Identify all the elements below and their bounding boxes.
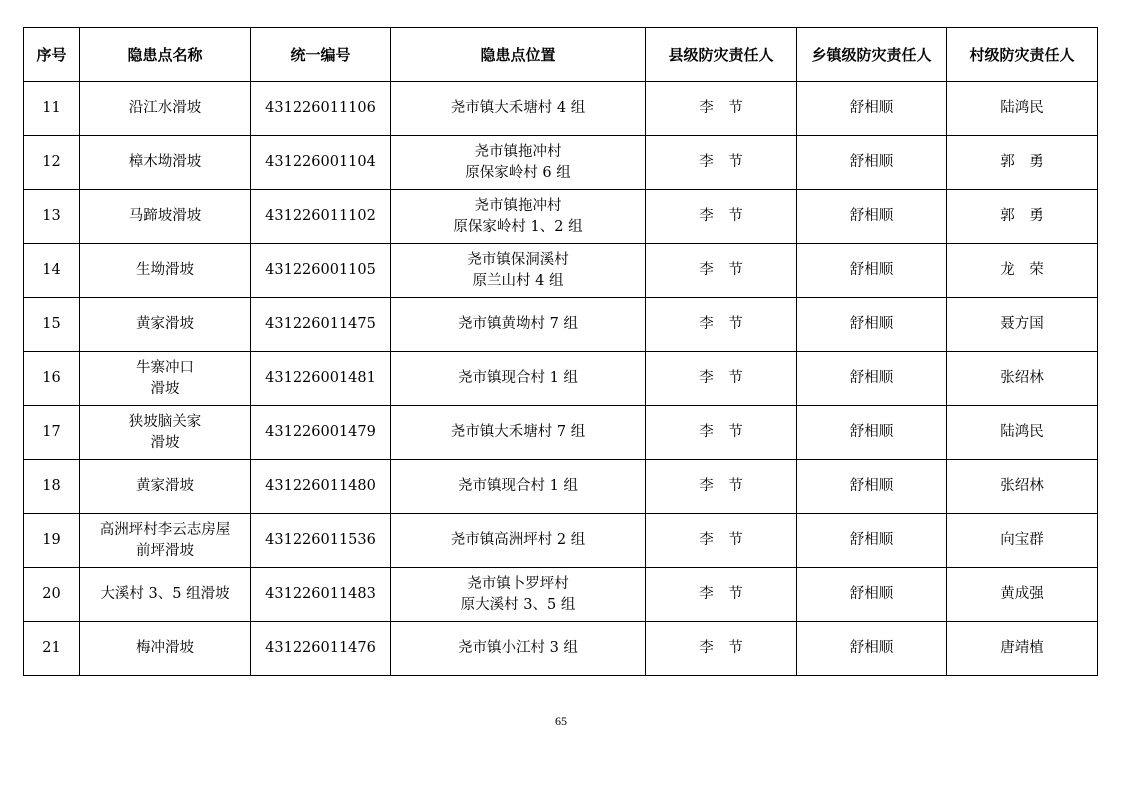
hazard-location-cell-line: 尧市镇卜罗坪村 xyxy=(467,575,569,592)
table-row xyxy=(24,244,1098,298)
table-header-row xyxy=(24,28,1098,82)
unified-code-cell: 431226001481 xyxy=(251,352,391,406)
hazard-location-cell xyxy=(391,568,646,622)
hazard-location-cell-line: 原兰山村 4 组 xyxy=(472,272,564,289)
hazard-name-cell-line: 滑坡 xyxy=(150,434,180,451)
hazard-location-cell-line: 原保家岭村 1、2 组 xyxy=(453,218,583,235)
hazard-location-cell-line: 尧市镇大禾塘村 7 组 xyxy=(450,424,586,440)
table-body xyxy=(24,82,1098,676)
town-responsible-cell: 舒相顺 xyxy=(797,190,947,244)
header-unified-code: 统一编号 xyxy=(251,28,391,82)
hazard-point-table xyxy=(23,27,1098,676)
serial-number-cell: 21 xyxy=(24,622,80,676)
hazard-name-cell-line: 樟木坳滑坡 xyxy=(128,154,202,170)
serial-number-cell: 13 xyxy=(24,190,80,244)
hazard-location-cell-line: 尧市镇拖冲村 xyxy=(474,143,562,160)
table-row xyxy=(24,514,1098,568)
county-responsible-cell: 李 节 xyxy=(646,460,797,514)
hazard-name-cell xyxy=(80,352,251,406)
hazard-name-cell-line: 梅冲滑坡 xyxy=(136,640,194,656)
hazard-name-cell xyxy=(80,406,251,460)
page-number: 65 xyxy=(555,714,567,728)
unified-code-cell: 431226011483 xyxy=(251,568,391,622)
hazard-name-cell-line: 高洲坪村李云志房屋 xyxy=(99,521,231,538)
table-row xyxy=(24,82,1098,136)
hazard-name-cell-line: 牛寨冲口 xyxy=(136,359,194,376)
hazard-name-cell-line: 前坪滑坡 xyxy=(136,542,194,559)
county-responsible-cell: 李 节 xyxy=(646,82,797,136)
hazard-name-cell xyxy=(80,568,251,622)
county-responsible-cell: 李 节 xyxy=(646,568,797,622)
hazard-name-cell xyxy=(80,244,251,298)
hazard-location-cell-line: 原大溪村 3、5 组 xyxy=(460,596,576,613)
hazard-name-cell-line: 黄家滑坡 xyxy=(136,316,194,332)
town-responsible-cell: 舒相顺 xyxy=(797,568,947,622)
county-responsible-cell: 李 节 xyxy=(646,190,797,244)
unified-code-cell: 431226011106 xyxy=(251,82,391,136)
village-responsible-cell: 龙 荣 xyxy=(947,244,1098,298)
hazard-location-cell xyxy=(391,136,646,190)
serial-number-cell: 12 xyxy=(24,136,80,190)
hazard-name-cell-line: 黄家滑坡 xyxy=(136,478,194,494)
hazard-name-cell-line: 狭坡脑关家 xyxy=(128,413,202,430)
table-row xyxy=(24,622,1098,676)
hazard-location-cell-line: 尧市镇高洲坪村 2 组 xyxy=(450,532,586,548)
town-responsible-cell: 舒相顺 xyxy=(797,352,947,406)
village-responsible-cell: 陆鸿民 xyxy=(947,406,1098,460)
village-responsible-cell: 聂方国 xyxy=(947,298,1098,352)
unified-code-cell: 431226011480 xyxy=(251,460,391,514)
hazard-name-cell-line: 马蹄坡滑坡 xyxy=(128,208,202,224)
hazard-location-cell-line: 尧市镇现合村 1 组 xyxy=(458,478,578,494)
hazard-location-cell xyxy=(391,352,646,406)
county-responsible-cell: 李 节 xyxy=(646,244,797,298)
header-hazard-name: 隐患点名称 xyxy=(80,28,251,82)
table-row xyxy=(24,298,1098,352)
table-row xyxy=(24,352,1098,406)
unified-code-cell: 431226001105 xyxy=(251,244,391,298)
hazard-name-cell xyxy=(80,190,251,244)
hazard-location-cell xyxy=(391,622,646,676)
hazard-location-cell-line: 尧市镇大禾塘村 4 组 xyxy=(450,100,586,116)
hazard-location-cell-line: 尧市镇保洞溪村 xyxy=(467,251,569,268)
unified-code-cell: 431226011102 xyxy=(251,190,391,244)
serial-number-cell: 19 xyxy=(24,514,80,568)
town-responsible-cell: 舒相顺 xyxy=(797,460,947,514)
town-responsible-cell: 舒相顺 xyxy=(797,244,947,298)
village-responsible-cell: 郭 勇 xyxy=(947,190,1098,244)
serial-number-cell: 20 xyxy=(24,568,80,622)
serial-number-cell: 17 xyxy=(24,406,80,460)
header-village-responsible: 村级防灾责任人 xyxy=(947,28,1098,82)
hazard-location-cell xyxy=(391,244,646,298)
hazard-location-cell-line: 尧市镇小江村 3 组 xyxy=(458,640,578,656)
hazard-name-cell-line: 生坳滑坡 xyxy=(136,262,194,278)
hazard-location-cell-line: 尧市镇拖冲村 xyxy=(474,197,562,214)
town-responsible-cell: 舒相顺 xyxy=(797,622,947,676)
header-hazard-location: 隐患点位置 xyxy=(391,28,646,82)
table-row xyxy=(24,190,1098,244)
hazard-location-cell xyxy=(391,82,646,136)
hazard-name-cell xyxy=(80,622,251,676)
hazard-name-cell xyxy=(80,298,251,352)
county-responsible-cell: 李 节 xyxy=(646,298,797,352)
county-responsible-cell: 李 节 xyxy=(646,136,797,190)
hazard-name-cell-line: 大溪村 3、5 组滑坡 xyxy=(100,586,230,602)
unified-code-cell: 431226011476 xyxy=(251,622,391,676)
town-responsible-cell: 舒相顺 xyxy=(797,298,947,352)
village-responsible-cell: 张绍林 xyxy=(947,352,1098,406)
unified-code-cell: 431226001104 xyxy=(251,136,391,190)
county-responsible-cell: 李 节 xyxy=(646,622,797,676)
town-responsible-cell: 舒相顺 xyxy=(797,514,947,568)
hazard-location-cell xyxy=(391,298,646,352)
header-serial-number: 序号 xyxy=(24,28,80,82)
header-town-responsible: 乡镇级防灾责任人 xyxy=(797,28,947,82)
table-row xyxy=(24,136,1098,190)
county-responsible-cell: 李 节 xyxy=(646,406,797,460)
county-responsible-cell: 李 节 xyxy=(646,514,797,568)
hazard-name-cell xyxy=(80,514,251,568)
village-responsible-cell: 向宝群 xyxy=(947,514,1098,568)
village-responsible-cell: 黄成强 xyxy=(947,568,1098,622)
hazard-name-cell xyxy=(80,460,251,514)
hazard-name-cell xyxy=(80,136,251,190)
unified-code-cell: 431226011475 xyxy=(251,298,391,352)
hazard-location-cell-line: 原保家岭村 6 组 xyxy=(465,164,571,181)
county-responsible-cell: 李 节 xyxy=(646,352,797,406)
header-county-responsible: 县级防灾责任人 xyxy=(646,28,797,82)
serial-number-cell: 15 xyxy=(24,298,80,352)
serial-number-cell: 16 xyxy=(24,352,80,406)
hazard-name-cell-line: 滑坡 xyxy=(150,380,180,397)
hazard-location-cell xyxy=(391,514,646,568)
village-responsible-cell: 陆鸿民 xyxy=(947,82,1098,136)
hazard-location-cell-line: 尧市镇现合村 1 组 xyxy=(458,370,578,386)
town-responsible-cell: 舒相顺 xyxy=(797,406,947,460)
town-responsible-cell: 舒相顺 xyxy=(797,82,947,136)
town-responsible-cell: 舒相顺 xyxy=(797,136,947,190)
hazard-location-cell xyxy=(391,460,646,514)
serial-number-cell: 14 xyxy=(24,244,80,298)
village-responsible-cell: 张绍林 xyxy=(947,460,1098,514)
unified-code-cell: 431226011536 xyxy=(251,514,391,568)
table-row xyxy=(24,406,1098,460)
table-row xyxy=(24,568,1098,622)
serial-number-cell: 18 xyxy=(24,460,80,514)
hazard-location-cell xyxy=(391,190,646,244)
hazard-location-cell-line: 尧市镇黄坳村 7 组 xyxy=(458,316,578,332)
serial-number-cell: 11 xyxy=(24,82,80,136)
hazard-name-cell xyxy=(80,82,251,136)
village-responsible-cell: 唐靖植 xyxy=(947,622,1098,676)
hazard-name-cell-line: 沿江水滑坡 xyxy=(128,100,202,116)
table-row xyxy=(24,460,1098,514)
unified-code-cell: 431226001479 xyxy=(251,406,391,460)
hazard-location-cell xyxy=(391,406,646,460)
village-responsible-cell: 郭 勇 xyxy=(947,136,1098,190)
